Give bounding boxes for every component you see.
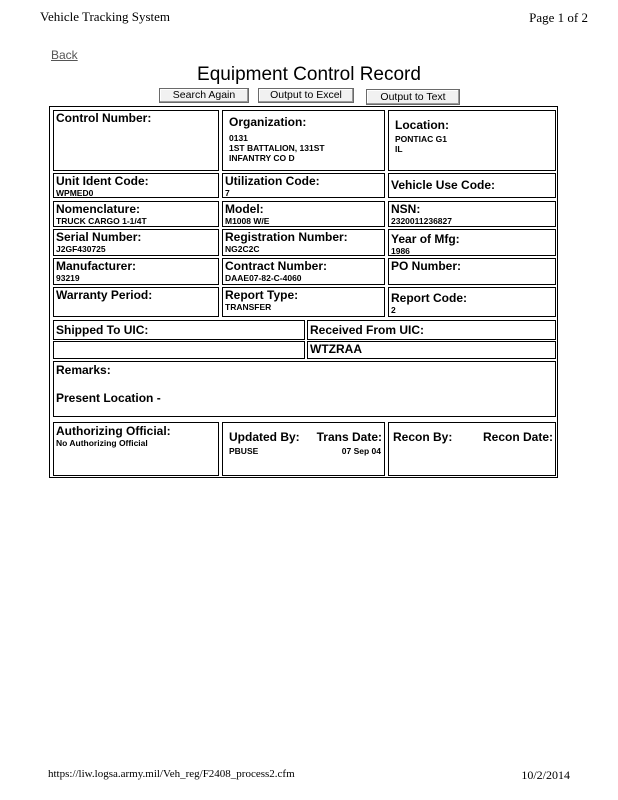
- present-location-text: Present Location -: [56, 391, 161, 405]
- registration-number-value: NG2C2C: [225, 244, 260, 254]
- warranty-period-cell: [53, 287, 219, 317]
- nsn-value: 2320011236827: [391, 216, 452, 226]
- report-code-cell: [388, 287, 556, 317]
- trans-date-value: 07 Sep 04: [341, 446, 381, 456]
- shipped-to-uic-value-cell: [53, 341, 305, 359]
- model-label: Model:: [225, 202, 264, 216]
- location-cell: [388, 110, 556, 171]
- updated-by-cell: [222, 422, 385, 476]
- organization-label: Organization:: [229, 115, 307, 129]
- contract-number-value: DAAE07-82-C-4060: [225, 273, 302, 283]
- received-from-uic-label: Received From UIC:: [310, 323, 425, 337]
- authorizing-official-label: Authorizing Official:: [56, 424, 171, 438]
- contract-number-label: Contract Number:: [225, 259, 328, 273]
- updated-by-value: PBUSE: [229, 446, 259, 456]
- updated-by-label: Updated By:: [229, 430, 300, 444]
- location-line1: PONTIAC G1: [395, 134, 447, 144]
- organization-cell: [222, 110, 385, 171]
- shipped-to-uic-label: Shipped To UIC:: [56, 323, 149, 337]
- back-link[interactable]: Back: [51, 48, 78, 62]
- contract-number-cell: [222, 258, 385, 285]
- page-title: Equipment Control Record: [197, 64, 421, 85]
- report-code-label: Report Code:: [391, 291, 467, 305]
- utilization-code-value: 7: [225, 188, 230, 198]
- unit-ident-code-cell: [53, 173, 219, 198]
- control-number-cell: [53, 110, 219, 171]
- report-type-value: TRANSFER: [225, 302, 272, 312]
- utilization-code-cell: [222, 173, 385, 198]
- po-number-cell: [388, 258, 556, 285]
- serial-number-value: J2GF430725: [56, 244, 106, 254]
- nsn-label: NSN:: [391, 202, 421, 216]
- print-footer-url: https://liw.logsa.army.mil/Veh_reg/F2408_process2.cfm: [48, 768, 295, 780]
- year-of-mfg-label: Year of Mfg:: [391, 232, 460, 246]
- report-type-cell: [222, 287, 385, 317]
- print-header-title: Vehicle Tracking System: [40, 9, 170, 24]
- output-to-text-button[interactable]: Output to Text: [366, 89, 460, 105]
- authorizing-official-value: No Authorizing Official: [56, 438, 148, 448]
- warranty-period-label: Warranty Period:: [56, 288, 153, 302]
- equipment-control-record: [49, 106, 558, 478]
- remarks-cell: [53, 361, 556, 417]
- unit-ident-code-value: WPMED0: [56, 188, 94, 198]
- nomenclature-label: Nomenclature:: [56, 202, 141, 216]
- received-from-uic-value-cell: [307, 341, 556, 359]
- year-of-mfg-cell: [388, 229, 556, 256]
- organization-name-line1: 1ST BATTALION, 131ST: [229, 143, 325, 153]
- print-footer-date: 10/2/2014: [521, 768, 570, 782]
- manufacturer-value: 93219: [56, 273, 80, 283]
- organization-name-line2: INFANTRY CO D: [229, 153, 295, 163]
- location-label: Location:: [395, 118, 449, 132]
- received-from-uic-value: WTZRAA: [310, 342, 362, 356]
- nsn-cell: [388, 201, 556, 227]
- recon-cell: [388, 422, 556, 476]
- vehicle-use-code-cell: [388, 173, 556, 198]
- location-line2: IL: [395, 144, 403, 154]
- output-to-excel-button[interactable]: Output to Excel: [258, 88, 354, 103]
- button-bar: [159, 88, 460, 105]
- recon-date-label: Recon Date:: [482, 430, 553, 444]
- remarks-label: Remarks:: [56, 363, 111, 377]
- trans-date-label: Trans Date:: [316, 430, 382, 444]
- report-type-label: Report Type:: [225, 288, 299, 302]
- report-code-value: 2: [391, 305, 396, 315]
- nomenclature-cell: [53, 201, 219, 227]
- search-again-button[interactable]: Search Again: [159, 88, 249, 103]
- po-number-label: PO Number:: [391, 259, 462, 273]
- nomenclature-value: TRUCK CARGO 1-1/4T: [56, 216, 147, 226]
- control-number-label: Control Number:: [56, 111, 152, 125]
- model-cell: [222, 201, 385, 227]
- manufacturer-cell: [53, 258, 219, 285]
- registration-number-cell: [222, 229, 385, 256]
- received-from-uic-label-cell: [307, 320, 556, 340]
- registration-number-label: Registration Number:: [225, 230, 348, 244]
- utilization-code-label: Utilization Code:: [225, 174, 320, 188]
- serial-number-cell: [53, 229, 219, 256]
- recon-by-label: Recon By:: [393, 430, 453, 444]
- authorizing-official-cell: [53, 422, 219, 476]
- manufacturer-label: Manufacturer:: [56, 259, 137, 273]
- unit-ident-code-label: Unit Ident Code:: [56, 174, 149, 188]
- model-value: M1008 W/E: [225, 216, 270, 226]
- vehicle-use-code-label: Vehicle Use Code:: [391, 178, 496, 192]
- serial-number-label: Serial Number:: [56, 230, 142, 244]
- shipped-to-uic-label-cell: [53, 320, 305, 340]
- organization-code: 0131: [229, 133, 248, 143]
- year-of-mfg-value: 1986: [391, 246, 410, 256]
- print-header-page: Page 1 of 2: [529, 10, 588, 25]
